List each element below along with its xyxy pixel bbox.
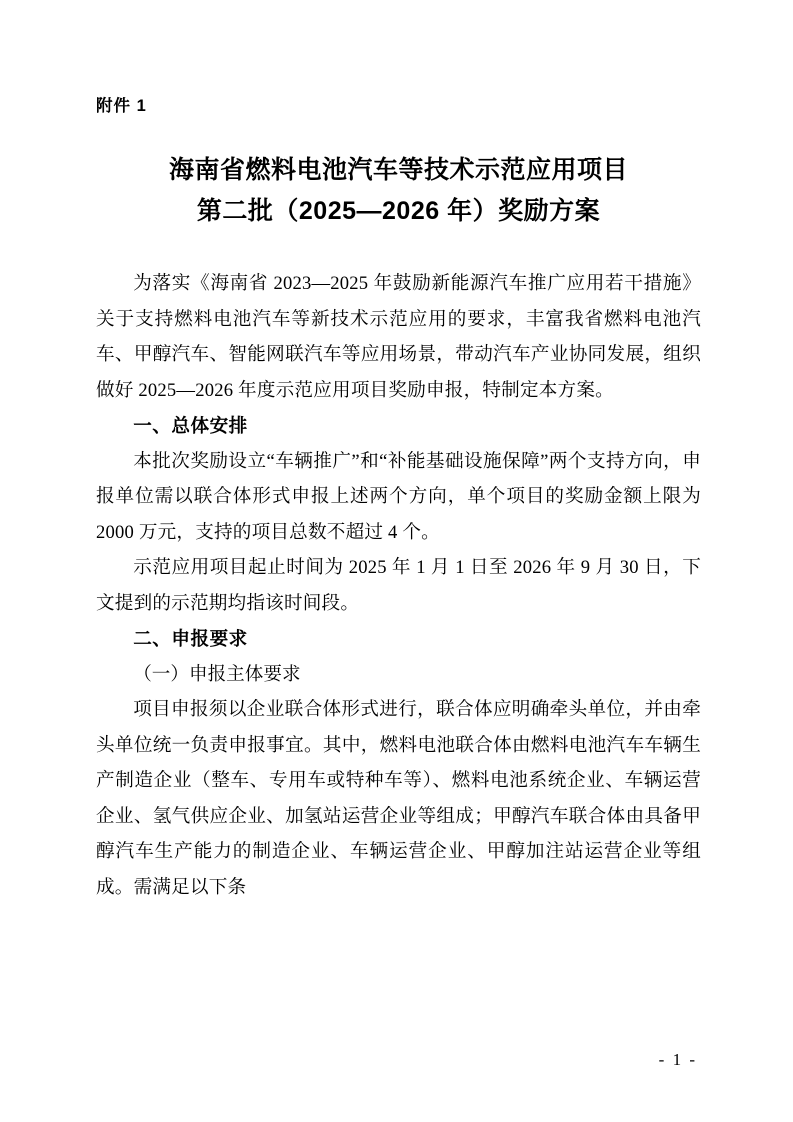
section-2-paragraph-1: 项目申报须以企业联合体形式进行，联合体应明确牵头单位，并由牵头单位统一负责申报事宜。其中，燃料电池联合体由燃料电池汽车车辆生产制造企业（整车、专用车或特种车等）、燃料电池系统企业、车辆运营企业、氢气供应企业、加氢站运营企业等组成；甲醇汽车联合体由具备甲醇汽车生产能力的制造企业、车辆运营企业、甲醇加注站运营企业等组成。需满足以下条 — [96, 699, 701, 898]
section-2-subheading-1: （一）申报主体要求 — [133, 663, 301, 685]
attachment-label: 附件 1 — [96, 97, 147, 115]
section-heading-2: 二、申报要求 — [133, 628, 248, 649]
section-1-paragraph-2: 示范应用项目起止时间为 2025 年 1 月 1 日至 2026 年 9 月 30 日，下文提到的示范期均指该时间段。 — [96, 557, 701, 614]
section-heading-1: 一、总体安排 — [133, 415, 248, 436]
page-title — [96, 150, 701, 232]
page-title-line-2: 第二批（2025—2026 年）奖励方案 — [196, 197, 601, 225]
page-title-line-1: 海南省燃料电池汽车等技术示范应用项目 — [168, 156, 628, 184]
section-1-paragraph-1: 本批次奖励设立“车辆推广”和“补能基础设施保障”两个支持方向，申报单位需以联合体形式申报上述两个方向，单个项目的奖励金额上限为 2000 万元，支持的项目总数不超过 4 个。 — [96, 450, 701, 543]
intro-paragraph: 为落实《海南省 2023—2025 年鼓励新能源汽车推广应用若干措施》关于支持燃料电池汽车等新技术示范应用的要求，丰富我省燃料电池汽车、甲醇汽车、智能网联汽车等应用场景，带动汽车产业协同发展，组织做好 2025—2026 年度示范应用项目奖励申报，特制定本方案。 — [96, 273, 701, 401]
page-number: - 1 - — [658, 1050, 697, 1069]
